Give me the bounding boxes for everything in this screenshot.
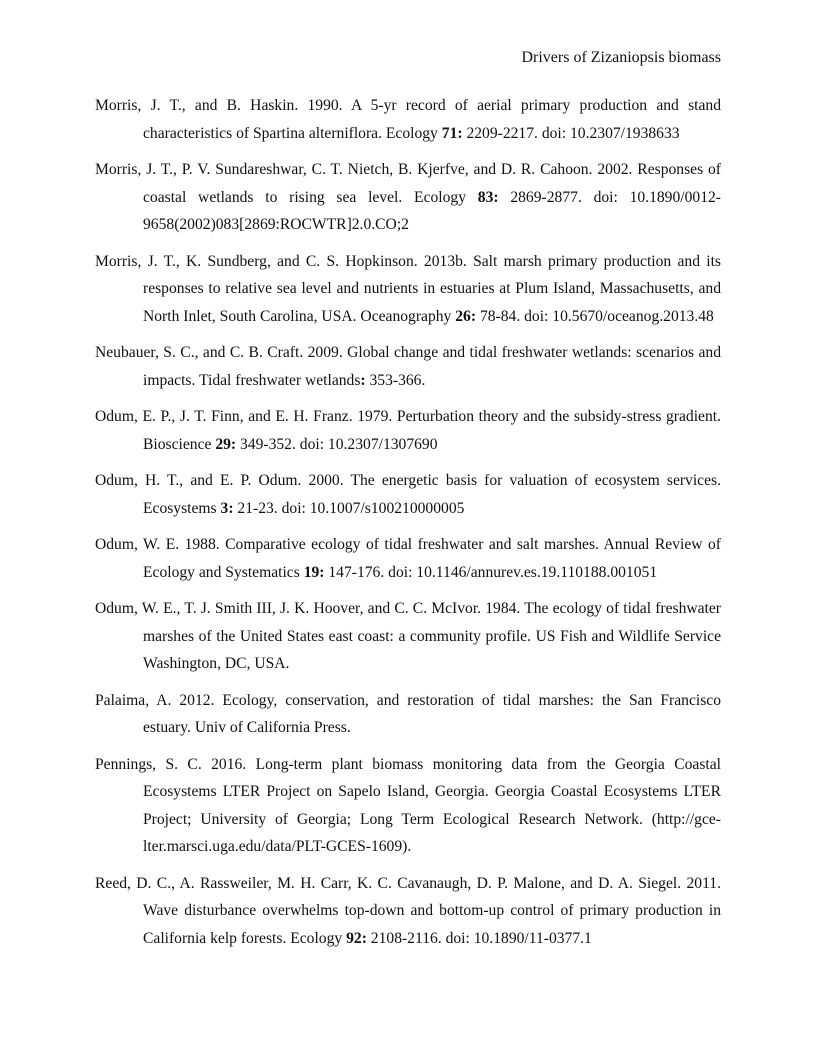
reference-entry <box>95 339 721 394</box>
reference-volume: 83: <box>477 188 499 206</box>
reference-text: Morris, J. T., K. Sundberg, and C. S. Hopkinson. 2013b. Salt marsh primary production and its responses to relative sea level and nutrients in estuaries at Plum Island, Massachusetts, and North Inlet, South Carolina, USA. Oceanography <box>95 252 721 325</box>
reference-text: Pennings, S. C. 2016. Long-term plant biomass monitoring data from the Georgia Coastal Ecosystems LTER Project on Sapelo Island, Georgia. Georgia Coastal Ecosystems LTER Project; University of Georgia; Long Term Ecological Research Network. (http://gce-lter.marsci.uga.edu/data/PLT-GCES-1609). <box>95 755 721 855</box>
reference-entry <box>95 467 721 522</box>
reference-text: Palaima, A. 2012. Ecology, conservation, and restoration of tidal marshes: the San Francisco estuary. Univ of California Press. <box>95 691 721 736</box>
reference-text: Odum, H. T., and E. P. Odum. 2000. The energetic basis for valuation of ecosystem services. Ecosystems <box>95 472 721 517</box>
reference-volume: 26: <box>455 307 477 325</box>
reference-text: Odum, E. P., J. T. Finn, and E. H. Franz. 1979. Perturbation theory and the subsidy-stress gradient. Bioscience <box>95 408 721 453</box>
reference-text: Morris, J. T., P. V. Sundareshwar, C. T. Nietch, B. Kjerfve, and D. R. Cahoon. 2002. Responses of coastal wetlands to rising sea level. Ecology <box>95 161 721 206</box>
reference-volume: 71: <box>441 124 463 142</box>
reference-pages: 147-176. doi: 10.1146/annurev.es.19.110188.001051 <box>324 563 658 581</box>
reference-entry <box>95 403 721 458</box>
reference-text: Neubauer, S. C., and C. B. Craft. 2009. Global change and tidal freshwater wetlands: scenarios and impacts. Tidal freshwater wetlands <box>95 344 721 389</box>
reference-pages: 2108-2116. doi: 10.1890/11-0377.1 <box>366 929 592 947</box>
reference-volume: 92: <box>346 929 367 947</box>
reference-volume: 3: <box>220 499 234 517</box>
reference-pages: 349-352. doi: 10.2307/1307690 <box>236 435 438 453</box>
reference-entry <box>95 595 721 678</box>
reference-entry <box>95 531 721 586</box>
running-header: Drivers of Zizaniopsis biomass <box>521 49 721 66</box>
reference-entry <box>95 92 721 147</box>
reference-volume: 19: <box>303 563 325 581</box>
reference-list <box>95 92 721 961</box>
reference-entry <box>95 751 721 861</box>
reference-entry <box>95 870 721 953</box>
reference-text: Odum, W. E. 1988. Comparative ecology of tidal freshwater and salt marshes. Annual Review of Ecology and Systematics <box>95 536 721 581</box>
reference-pages: 2869-2877. doi: 10.1890/0012-9658(2002)083[2869:ROCWTR]2.0.CO;2 <box>143 188 721 233</box>
reference-entry <box>95 156 721 239</box>
reference-volume: : <box>360 371 366 389</box>
reference-pages: 21-23. doi: 10.1007/s100210000005 <box>233 499 465 517</box>
reference-entry <box>95 687 721 742</box>
reference-text: Odum, W. E., T. J. Smith III, J. K. Hoover, and C. C. McIvor. 1984. The ecology of tidal freshwater marshes of the United States east coast: a community profile. US Fish and Wildlife Service Washington, DC, USA. <box>95 600 721 672</box>
reference-pages: 78-84. doi: 10.5670/oceanog.2013.48 <box>476 307 714 325</box>
reference-volume: 29: <box>215 435 237 453</box>
reference-entry <box>95 248 721 331</box>
reference-text: Reed, D. C., A. Rassweiler, M. H. Carr, K. C. Cavanaugh, D. P. Malone, and D. A. Siegel. 2011. Wave disturbance overwhelms top‐down and bottom‐up control of primary production in California kelp forests. Ecology <box>95 874 721 947</box>
reference-text: Morris, J. T., and B. Haskin. 1990. A 5‐yr record of aerial primary production and stand characteristics of Spartina alterniflora. Ecology <box>95 97 721 142</box>
reference-pages: 2209-2217. doi: 10.2307/1938633 <box>462 124 680 142</box>
reference-pages: 353-366. <box>365 371 426 389</box>
